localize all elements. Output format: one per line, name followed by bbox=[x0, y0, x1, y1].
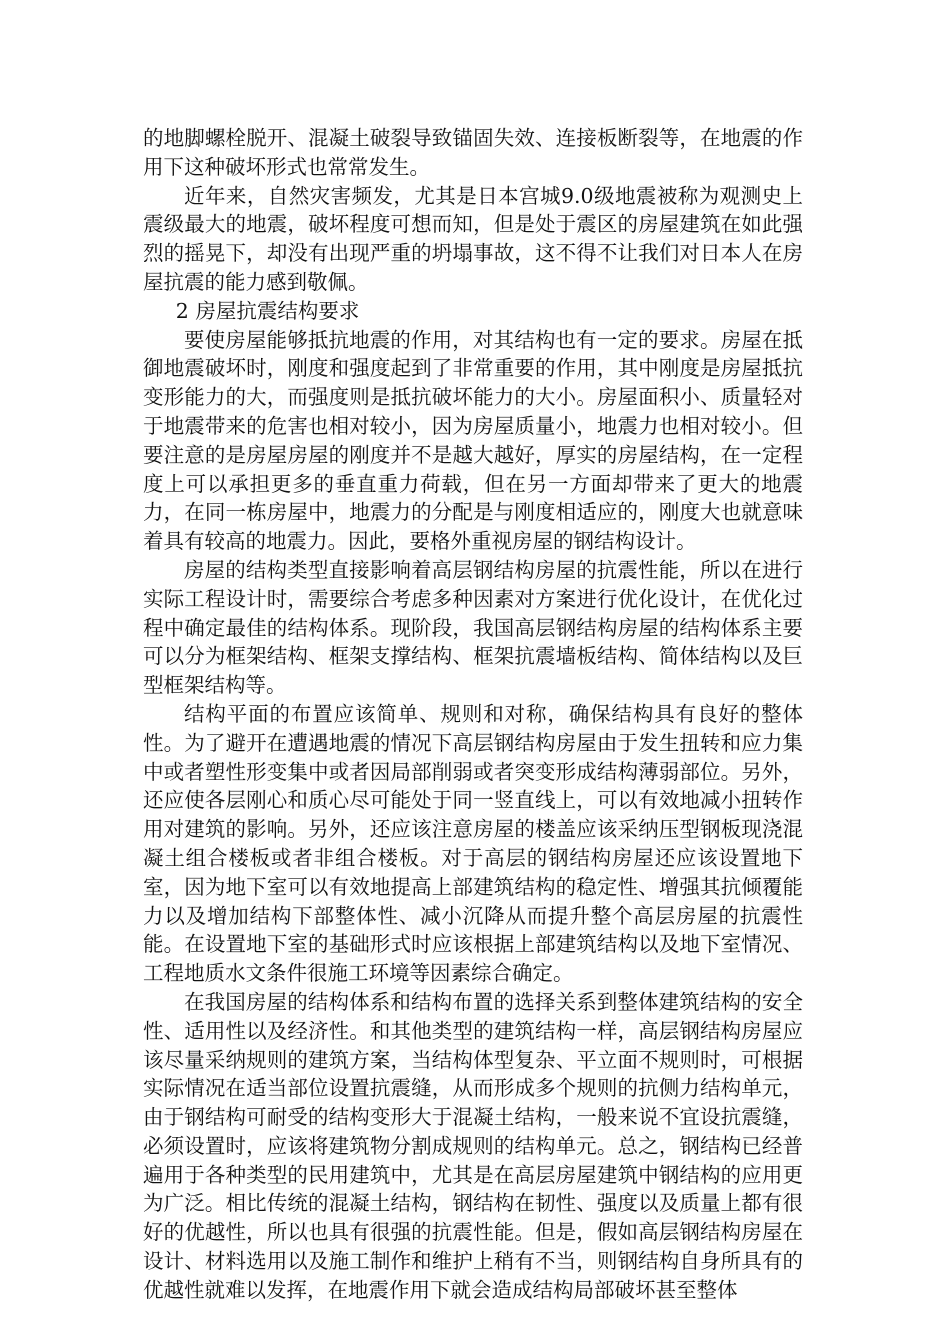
paragraph-japan-earthquake: 近年来，自然灾害频发，尤其是日本宫城9.0级地震被称为观测史上震级最大的地震，破坏程度可想而知，但是处于震区的房屋建筑在如此强烈的摇晃下，却没有出现严重的坍塌事故，这不得不让我们对日本人在房屋抗震的能力感到敬佩。 bbox=[143, 183, 803, 294]
paragraph-structure-types: 房屋的结构类型直接影响着高层钢结构房屋的抗震性能，所以在进行实际工程设计时，需要综合考虑多种因素对方案进行优化设计，在优化过程中确定最佳的结构体系。现阶段，我国高层钢结构房屋的结构体系主要可以分为框架结构、框架支撑结构、框架抗震墙板结构、简体结构以及巨型框架结构等。 bbox=[143, 557, 803, 698]
paragraph-plan-layout: 结构平面的布置应该简单、规则和对称，确保结构具有良好的整体性。为了避开在遭遇地震的情况下高层钢结构房屋由于发生扭转和应力集中或者塑性形变集中或者因局部削弱或者突变形成结构薄弱部位。另外，还应使各层刚心和质心尽可能处于同一竖直线上，可以有效地减小扭转作用对建筑的影响。另外，还应该注意房屋的楼盖应该采纳压型钢板现浇混凝土组合楼板或者非组合楼板。对于高层的钢结构房屋还应该设置地下室，因为地下室可以有效地提高上部建筑结构的稳定性、增强其抗倾覆能力以及增加结构下部整体性、减小沉降从而提升整个高层房屋的抗震性能。在设置地下室的基础形式时应该根据上部建筑结构以及地下室情况、工程地质水文条件很施工环境等因素综合确定。 bbox=[143, 701, 803, 986]
document-body bbox=[143, 124, 803, 1305]
paragraph-stiffness-strength: 要使房屋能够抵抗地震的作用，对其结构也有一定的要求。房屋在抵御地震破坏时，刚度和强度起到了非常重要的作用，其中刚度是房屋抵抗变形能力的大，而强度则是抵抗破坏能力的大小。房屋面积小、质量轻对于地震带来的危害也相对较小，因为房屋质量小，地震力也相对较小。但要注意的是房屋房屋的刚度并不是越大越好，厚实的房屋结构，在一定程度上可以承担更多的垂直重力荷载，但在另一方面却带来了更大的地震力，在同一栋房屋中，地震力的分配是与刚度相适应的，刚度大也就意味着具有较高的地震力。因此，要格外重视房屋的钢结构设计。 bbox=[143, 327, 803, 554]
paragraph-structural-system: 在我国房屋的结构体系和结构布置的选择关系到整体建筑结构的安全性、适用性以及经济性。和其他类型的建筑结构一样，高层钢结构房屋应该尽量采纳规则的建筑方案，当结构体型复杂、平立面不规则时，可根据实际情况在适当部位设置抗震缝，从而形成多个规则的抗侧力结构单元，由于钢结构可耐受的结构变形大于混凝土结构，一般来说不宜设抗震缝，必须设置时，应该将建筑物分割成规则的结构单元。总之，钢结构已经普遍用于各种类型的民用建筑中，尤其是在高层房屋建筑中钢结构的应用更为广泛。相比传统的混凝土结构，钢结构在韧性、强度以及质量上都有很好的优越性，所以也具有很强的抗震性能。但是，假如高层钢结构房屋在设计、材料选用以及施工制作和维护上稍有不当，则钢结构自身所具有的优越性就难以发挥，在地震作用下就会造成结构局部破坏甚至整体 bbox=[143, 989, 803, 1302]
paragraph-continuation: 的地脚螺栓脱开、混凝土破裂导致锚固失效、连接板断裂等，在地震的作用下这种破坏形式也常常发生。 bbox=[143, 126, 803, 179]
section-heading: 2 房屋抗震结构要求 bbox=[175, 298, 360, 323]
